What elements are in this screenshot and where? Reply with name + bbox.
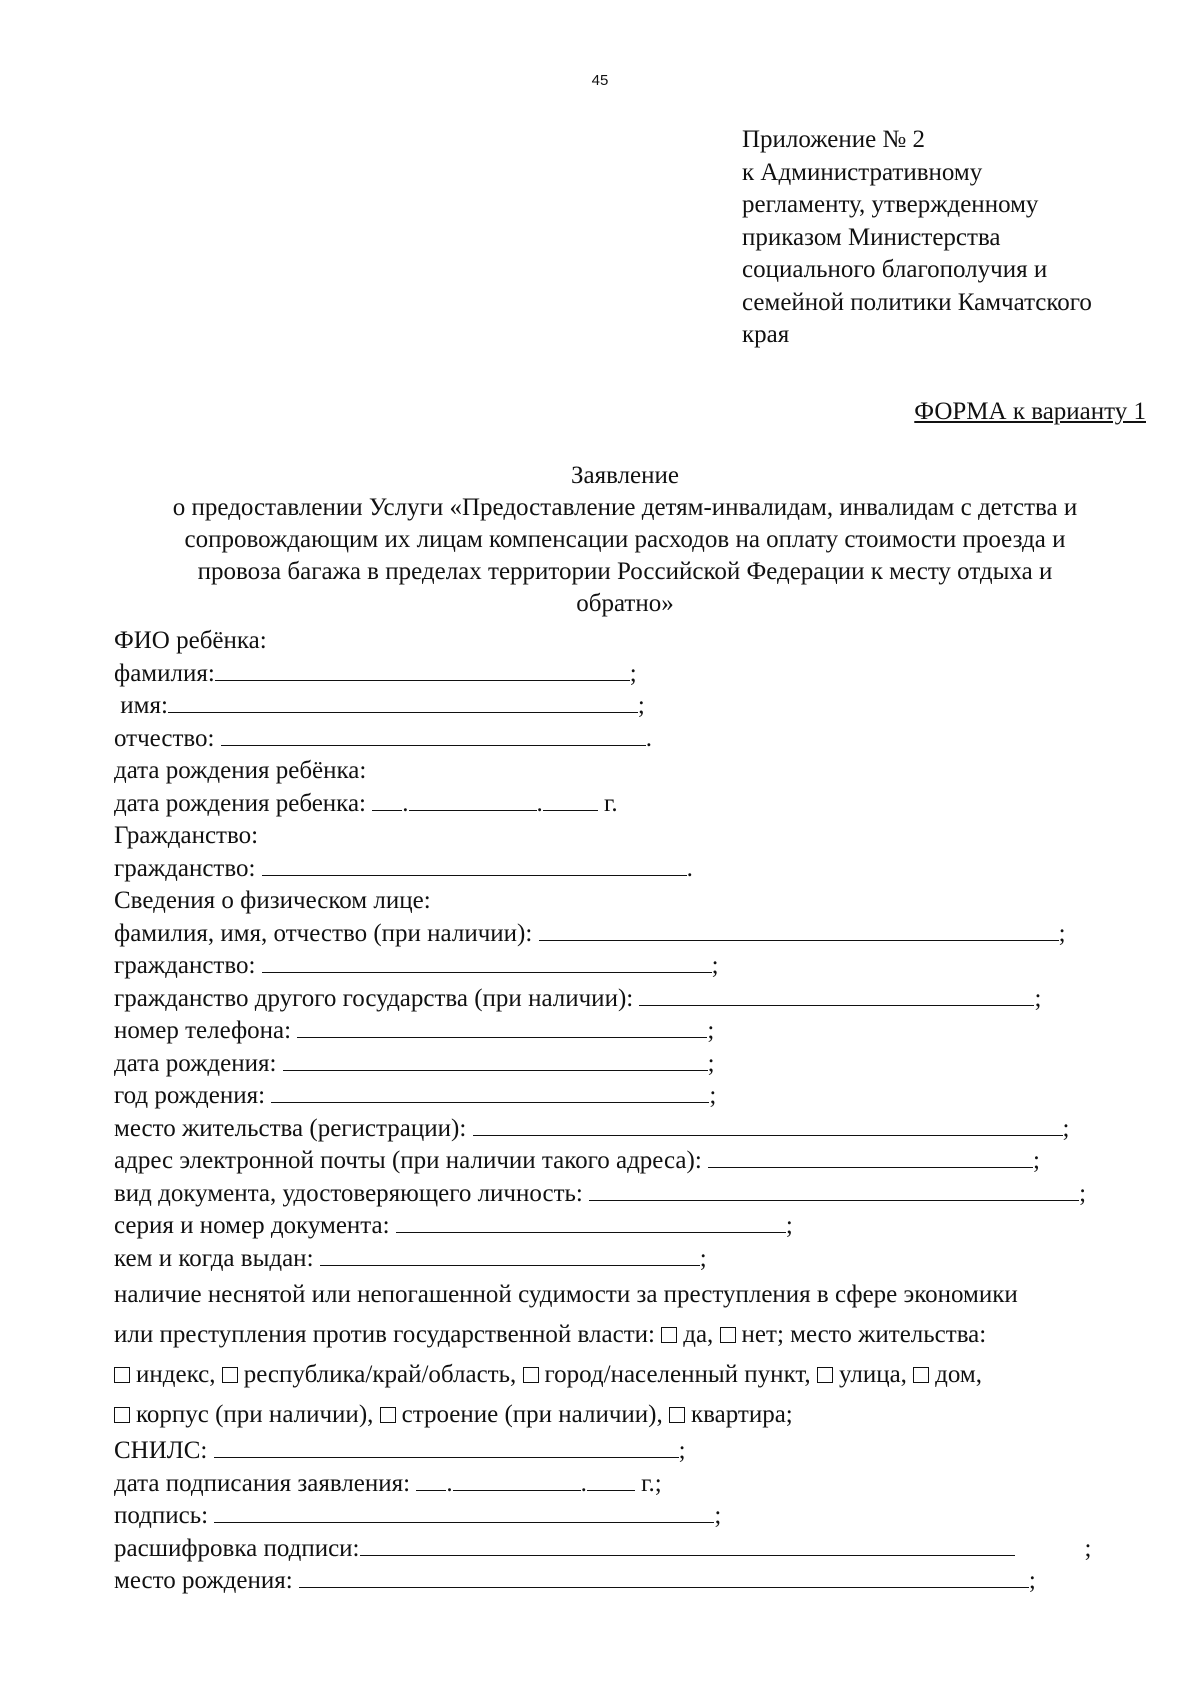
title-line: обратно» <box>576 590 674 617</box>
flat-label: квартира; <box>691 1401 793 1428</box>
title-line: провоза багажа в пределах территории Российской Федерации к месту отдыха и <box>197 558 1053 585</box>
phone-label: номер телефона: <box>114 1017 298 1044</box>
residence-row <box>114 1113 1154 1146</box>
dob-blank[interactable] <box>283 1048 708 1071</box>
dot: . <box>402 789 409 817</box>
birthplace-row <box>114 1565 1154 1598</box>
appendix-block <box>742 124 1162 352</box>
conviction-label: или преступления против государственной власти: <box>114 1321 662 1348</box>
appendix-line: семейной политики Камчатского <box>742 288 1092 316</box>
sign-date-label: дата подписания заявления: <box>114 1469 417 1497</box>
other-citizenship-label: гражданство другого государства (при наличии): <box>114 984 640 1012</box>
dot: . <box>446 1469 453 1497</box>
surname-blank[interactable] <box>215 658 630 681</box>
title-line: сопровождающим их лицам компенсации расходов на оплату стоимости проезда и <box>184 526 1066 553</box>
snils-row <box>114 1435 1154 1468</box>
no-label: нет; место жительства: <box>741 1321 987 1348</box>
semicolon: ; <box>1079 1179 1087 1207</box>
signature-decode-blank[interactable] <box>360 1533 1015 1556</box>
checkbox-building[interactable] <box>380 1407 396 1423</box>
name-label: имя: <box>114 692 168 719</box>
residence-blank[interactable] <box>473 1113 1063 1136</box>
form-fields <box>114 625 1154 1598</box>
appendix-line: социального благополучия и <box>742 256 1048 283</box>
signature-decode-label: расшифровка подписи: <box>114 1534 360 1562</box>
semicolon: ; <box>1084 1534 1092 1562</box>
id-doc-type-label: вид документа, удостоверяющего личность: <box>114 1179 590 1207</box>
other-citizenship-row <box>114 983 1154 1016</box>
id-doc-type-blank[interactable] <box>589 1178 1079 1201</box>
checkbox-city[interactable] <box>523 1367 539 1383</box>
citizenship-blank[interactable] <box>262 853 687 876</box>
checkbox-street[interactable] <box>817 1367 833 1383</box>
sign-date-month-blank[interactable] <box>453 1468 581 1491</box>
phone-blank[interactable] <box>297 1015 707 1038</box>
person-citizenship-row <box>114 950 1154 983</box>
checkbox-flat[interactable] <box>669 1407 685 1423</box>
person-fio-blank[interactable] <box>539 918 1059 941</box>
semicolon: ; <box>1034 984 1042 1012</box>
semicolon: ; <box>707 1017 715 1044</box>
period: . <box>645 724 652 752</box>
street-label: улица, <box>838 1361 914 1388</box>
issued-by-row <box>114 1243 1154 1276</box>
issued-by-label: кем и когда выдан: <box>114 1244 320 1272</box>
dot: . <box>536 789 543 817</box>
page-number: 45 <box>591 72 609 89</box>
dob-row <box>114 1048 1154 1081</box>
signature-label: подпись: <box>114 1502 215 1529</box>
other-citizenship-blank[interactable] <box>639 983 1034 1006</box>
checkbox-region[interactable] <box>222 1367 238 1383</box>
semicolon: ; <box>1033 1147 1040 1174</box>
signature-blank[interactable] <box>214 1500 714 1523</box>
appendix-line: края <box>742 321 790 348</box>
person-citizenship-blank[interactable] <box>262 950 712 973</box>
patronymic-blank[interactable] <box>221 723 646 746</box>
child-dob-row <box>114 788 1154 821</box>
title-heading: Заявление <box>570 462 680 489</box>
checkbox-yes[interactable] <box>661 1327 677 1343</box>
issued-by-blank[interactable] <box>320 1243 700 1266</box>
appendix-line: к Административному <box>742 158 983 186</box>
address-options-line-1 <box>114 1355 1154 1395</box>
semicolon: ; <box>629 659 637 687</box>
semicolon: ; <box>714 1502 722 1529</box>
sign-date-row <box>114 1468 1154 1501</box>
name-row <box>114 690 1154 723</box>
patronymic-label: отчество: <box>114 724 221 752</box>
person-fio-label: фамилия, имя, отчество (при наличии): <box>114 919 539 947</box>
child-dob-month-blank[interactable] <box>409 788 537 811</box>
semicolon: ; <box>678 1437 686 1464</box>
child-dob-header: дата рождения ребёнка: <box>114 757 367 784</box>
title-line: о предоставлении Услуги «Предоставление детям-инвалидам, инвалидам с детства и <box>172 494 1078 521</box>
semicolon: ; <box>1062 1114 1070 1142</box>
child-dob-year-blank[interactable] <box>543 788 598 811</box>
child-fio-header: ФИО ребёнка: <box>114 627 267 654</box>
checkbox-house[interactable] <box>913 1367 929 1383</box>
snils-blank[interactable] <box>214 1435 679 1458</box>
index-label: индекс, <box>136 1361 222 1388</box>
sign-date-day-blank[interactable] <box>416 1468 446 1491</box>
year-suffix: г.; <box>634 1469 662 1497</box>
dob-label: дата рождения: <box>114 1049 283 1077</box>
region-label: республика/край/область, <box>243 1361 523 1388</box>
person-header: Сведения о физическом лице: <box>114 887 431 914</box>
semicolon: ; <box>711 952 719 979</box>
id-doc-type-row <box>114 1178 1154 1211</box>
birthplace-label: место рождения: <box>114 1567 299 1594</box>
form-variant-label: ФОРМА к варианту 1 <box>914 398 1146 425</box>
signature-decode-row <box>114 1533 1154 1566</box>
semicolon: ; <box>637 692 645 719</box>
birth-year-blank[interactable] <box>271 1080 709 1103</box>
appendix-line: Приложение № 2 <box>742 126 926 153</box>
appendix-line: приказом Министерства <box>742 223 1001 251</box>
period: . <box>686 854 693 882</box>
checkbox-index[interactable] <box>114 1367 130 1383</box>
child-dob-label: дата рождения ребенка: <box>114 789 373 817</box>
semicolon: ; <box>1028 1567 1036 1594</box>
child-dob-day-blank[interactable] <box>372 788 402 811</box>
email-label: адрес электронной почты (при наличии такого адреса): <box>114 1147 709 1174</box>
checkbox-corpus[interactable] <box>114 1407 130 1423</box>
appendix-line: регламенту, утвержденному <box>742 191 1039 218</box>
person-citizenship-label: гражданство: <box>114 952 262 979</box>
birth-year-label: год рождения: <box>114 1082 272 1109</box>
name-blank[interactable] <box>168 690 638 713</box>
email-blank[interactable] <box>708 1145 1033 1168</box>
residence-label: место жительства (регистрации): <box>114 1114 473 1142</box>
semicolon: ; <box>1058 919 1066 947</box>
semicolon: ; <box>709 1082 717 1109</box>
phone-row <box>114 1015 1154 1048</box>
doc-series-label: серия и номер документа: <box>114 1212 396 1239</box>
patronymic-row <box>114 723 1154 756</box>
address-options-line-2 <box>114 1395 1154 1435</box>
citizenship-header: Гражданство: <box>114 822 259 849</box>
sign-date-year-blank[interactable] <box>587 1468 635 1491</box>
document-title <box>100 460 1150 620</box>
conviction-line-1: наличие неснятой или непогашенной судимости за преступления в сфере экономики <box>114 1281 1018 1308</box>
surname-row <box>114 658 1154 691</box>
birth-year-row <box>114 1080 1154 1113</box>
snils-label: СНИЛС: <box>114 1437 214 1464</box>
semicolon: ; <box>699 1244 707 1272</box>
building-label: строение (при наличии), <box>401 1401 670 1428</box>
year-suffix: г. <box>597 789 618 817</box>
house-label: дом, <box>935 1361 982 1388</box>
checkbox-no[interactable] <box>720 1327 736 1343</box>
yes-label: да, <box>683 1321 720 1348</box>
person-fio-row <box>114 918 1154 951</box>
dot: . <box>580 1469 587 1497</box>
conviction-line-2 <box>114 1315 1154 1355</box>
doc-series-blank[interactable] <box>396 1210 786 1233</box>
signature-row <box>114 1500 1154 1533</box>
surname-label: фамилия: <box>114 659 215 687</box>
citizenship-row <box>114 853 1154 886</box>
birthplace-blank[interactable] <box>299 1565 1029 1588</box>
doc-series-row <box>114 1210 1154 1243</box>
citizenship-label: гражданство: <box>114 854 262 882</box>
city-label: город/населенный пункт, <box>544 1361 817 1388</box>
email-row <box>114 1145 1154 1178</box>
semicolon: ; <box>707 1049 715 1077</box>
corpus-label: корпус (при наличии), <box>136 1401 380 1428</box>
semicolon: ; <box>785 1212 793 1239</box>
